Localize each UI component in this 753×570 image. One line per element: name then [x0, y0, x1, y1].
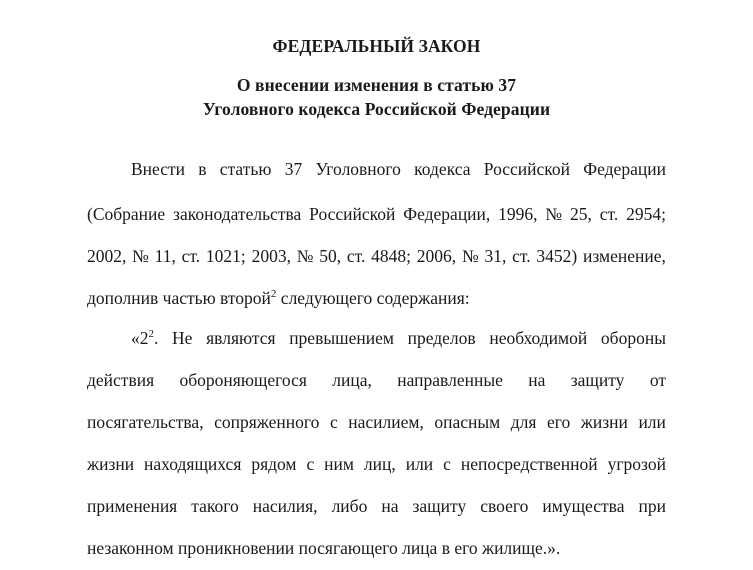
word: Уголовного	[315, 159, 401, 179]
word: жизни	[87, 454, 135, 474]
law-title: ФЕДЕРАЛЬНЫЙ ЗАКОН	[272, 36, 481, 56]
word: насилия,	[252, 496, 318, 516]
word: ст.	[512, 246, 531, 266]
word: с	[306, 454, 315, 474]
word: от	[649, 370, 666, 390]
word: №	[132, 246, 149, 266]
word: угрозой	[607, 454, 666, 474]
word: пределов	[407, 328, 476, 348]
word: либо	[331, 496, 368, 516]
word: своего	[480, 496, 529, 516]
word: Не	[172, 328, 193, 348]
word: необходимой	[489, 328, 588, 348]
paragraph1-line3	[87, 246, 666, 267]
word: 1021;	[205, 246, 246, 266]
word: действия	[87, 370, 155, 390]
word: 11,	[154, 246, 176, 266]
word: законодательства	[173, 204, 302, 224]
word: рядом	[251, 454, 297, 474]
word: 2954;	[626, 204, 666, 224]
word: с	[329, 412, 338, 432]
word: кодекса	[414, 159, 471, 179]
word: сопряженного	[214, 412, 320, 432]
word: ст.	[599, 204, 619, 224]
paragraph1-line4-rest: следующего содержания:	[276, 288, 470, 308]
word: 4848;	[371, 246, 412, 266]
word: 31,	[484, 246, 507, 266]
word: такого	[191, 496, 239, 516]
word: имущества	[542, 496, 625, 516]
word: лиц,	[363, 454, 396, 474]
word: 3452)	[536, 246, 578, 266]
word: для	[510, 412, 537, 432]
law-subtitle-line1: О внесении изменения в статью 37	[236, 75, 517, 95]
word: его	[547, 412, 571, 432]
paragraph1-line1	[131, 159, 666, 180]
word: направленные	[397, 370, 503, 390]
word: на	[381, 496, 399, 516]
word: обороны	[600, 328, 666, 348]
word: насилием,	[348, 412, 424, 432]
word: Российской	[309, 204, 396, 224]
word: Федерации,	[403, 204, 491, 224]
word: непосредственной	[460, 454, 598, 474]
word: посягательства,	[87, 412, 204, 432]
word: 2002,	[87, 246, 127, 266]
word: статью	[219, 159, 272, 179]
law-subtitle-line2: Уголовного кодекса Российской Федерации	[202, 99, 551, 119]
word: лица,	[332, 370, 372, 390]
part-number-superscript: 2	[270, 288, 277, 301]
word: или	[405, 454, 434, 474]
word: (Собрание	[87, 204, 166, 224]
word: ст.	[346, 246, 366, 266]
word: №	[296, 246, 314, 266]
word: жизни	[580, 412, 628, 432]
word: 25,	[570, 204, 592, 224]
paragraph2-line5	[87, 496, 666, 517]
word: защиту	[570, 370, 625, 390]
paragraph2-line4	[87, 454, 666, 475]
word: находящихся	[144, 454, 242, 474]
word: Внести	[131, 159, 186, 179]
word: Российской	[483, 159, 571, 179]
word: Федерации	[583, 159, 666, 179]
word: применения	[87, 496, 178, 516]
word: превышением	[289, 328, 394, 348]
word: №	[545, 204, 563, 224]
word: 50,	[319, 246, 342, 266]
word: 37	[284, 159, 303, 179]
paragraph1-line4	[87, 288, 470, 309]
word: изменение,	[582, 246, 666, 266]
word: с	[443, 454, 451, 474]
paragraph2-line6: незаконном проникновении посягающего лица в его жилище.».	[87, 538, 561, 558]
word: ним	[324, 454, 354, 474]
word: на	[528, 370, 546, 390]
word: №	[461, 246, 479, 266]
word: являются	[206, 328, 276, 348]
word: защиту	[412, 496, 467, 516]
word: обороняющегося	[179, 370, 307, 390]
paragraph2-line1	[131, 328, 666, 349]
word: опасным	[434, 412, 501, 432]
paragraph1-line2	[87, 204, 666, 225]
word: в	[198, 159, 207, 179]
word: или	[638, 412, 666, 432]
word: 2006,	[416, 246, 457, 266]
word: при	[638, 496, 666, 516]
paragraph2-line2	[87, 370, 666, 391]
word: ст.	[181, 246, 201, 266]
paragraph1-line4-text: дополнив частью второй	[87, 288, 271, 308]
paragraph2-line3	[87, 412, 666, 433]
word: 2003,	[251, 246, 291, 266]
word: 1996,	[498, 204, 538, 224]
part-number: «$2^2$.	[131, 328, 159, 348]
